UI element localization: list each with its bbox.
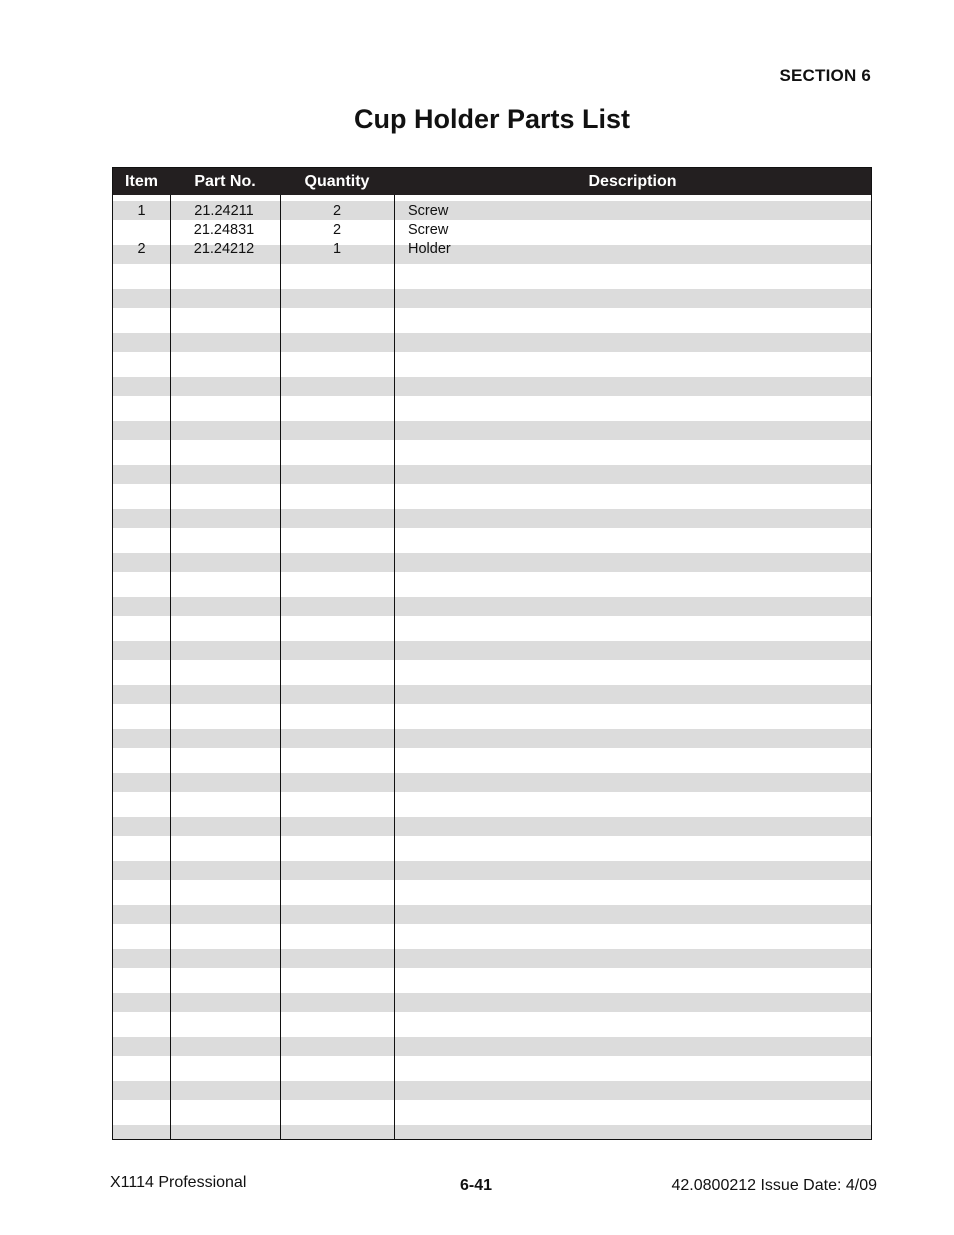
cell-quantity: 2 — [332, 221, 342, 238]
cell-part-no: 21.24211 — [194, 202, 254, 219]
column-header-quantity: Quantity — [304, 172, 370, 190]
column-divider — [394, 195, 395, 1139]
footer-page-number: 6-41 — [460, 1177, 493, 1194]
table-body — [113, 195, 871, 1139]
cell-quantity: 2 — [332, 202, 342, 219]
column-divider — [280, 195, 281, 1139]
data-rows — [113, 201, 871, 258]
cell-item: 2 — [137, 240, 146, 257]
cell-item: 1 — [137, 202, 146, 219]
table-row — [113, 239, 871, 258]
row-stripes — [113, 195, 871, 1139]
footer-model: X1114 Professional — [110, 1174, 247, 1191]
cell-part-no: 21.24212 — [193, 240, 255, 257]
cell-quantity: 1 — [332, 240, 342, 257]
cell-part-no: 21.24831 — [193, 221, 255, 238]
column-divider — [170, 195, 171, 1139]
page-title: Cup Holder Parts List — [353, 104, 631, 134]
table-row — [113, 201, 871, 220]
column-header-part-no: Part No. — [194, 172, 256, 190]
section-label: SECTION 6 — [779, 66, 871, 85]
table-header — [113, 168, 871, 195]
parts-table — [112, 167, 872, 1140]
table-row — [113, 220, 871, 239]
column-header-item: Item — [125, 172, 158, 190]
cell-description: Holder — [408, 240, 451, 257]
cell-description: Screw — [408, 221, 449, 238]
column-header-description: Description — [588, 172, 677, 190]
footer-doc-info: 42.0800212 Issue Date: 4/09 — [671, 1177, 877, 1194]
cell-description: Screw — [408, 202, 449, 219]
